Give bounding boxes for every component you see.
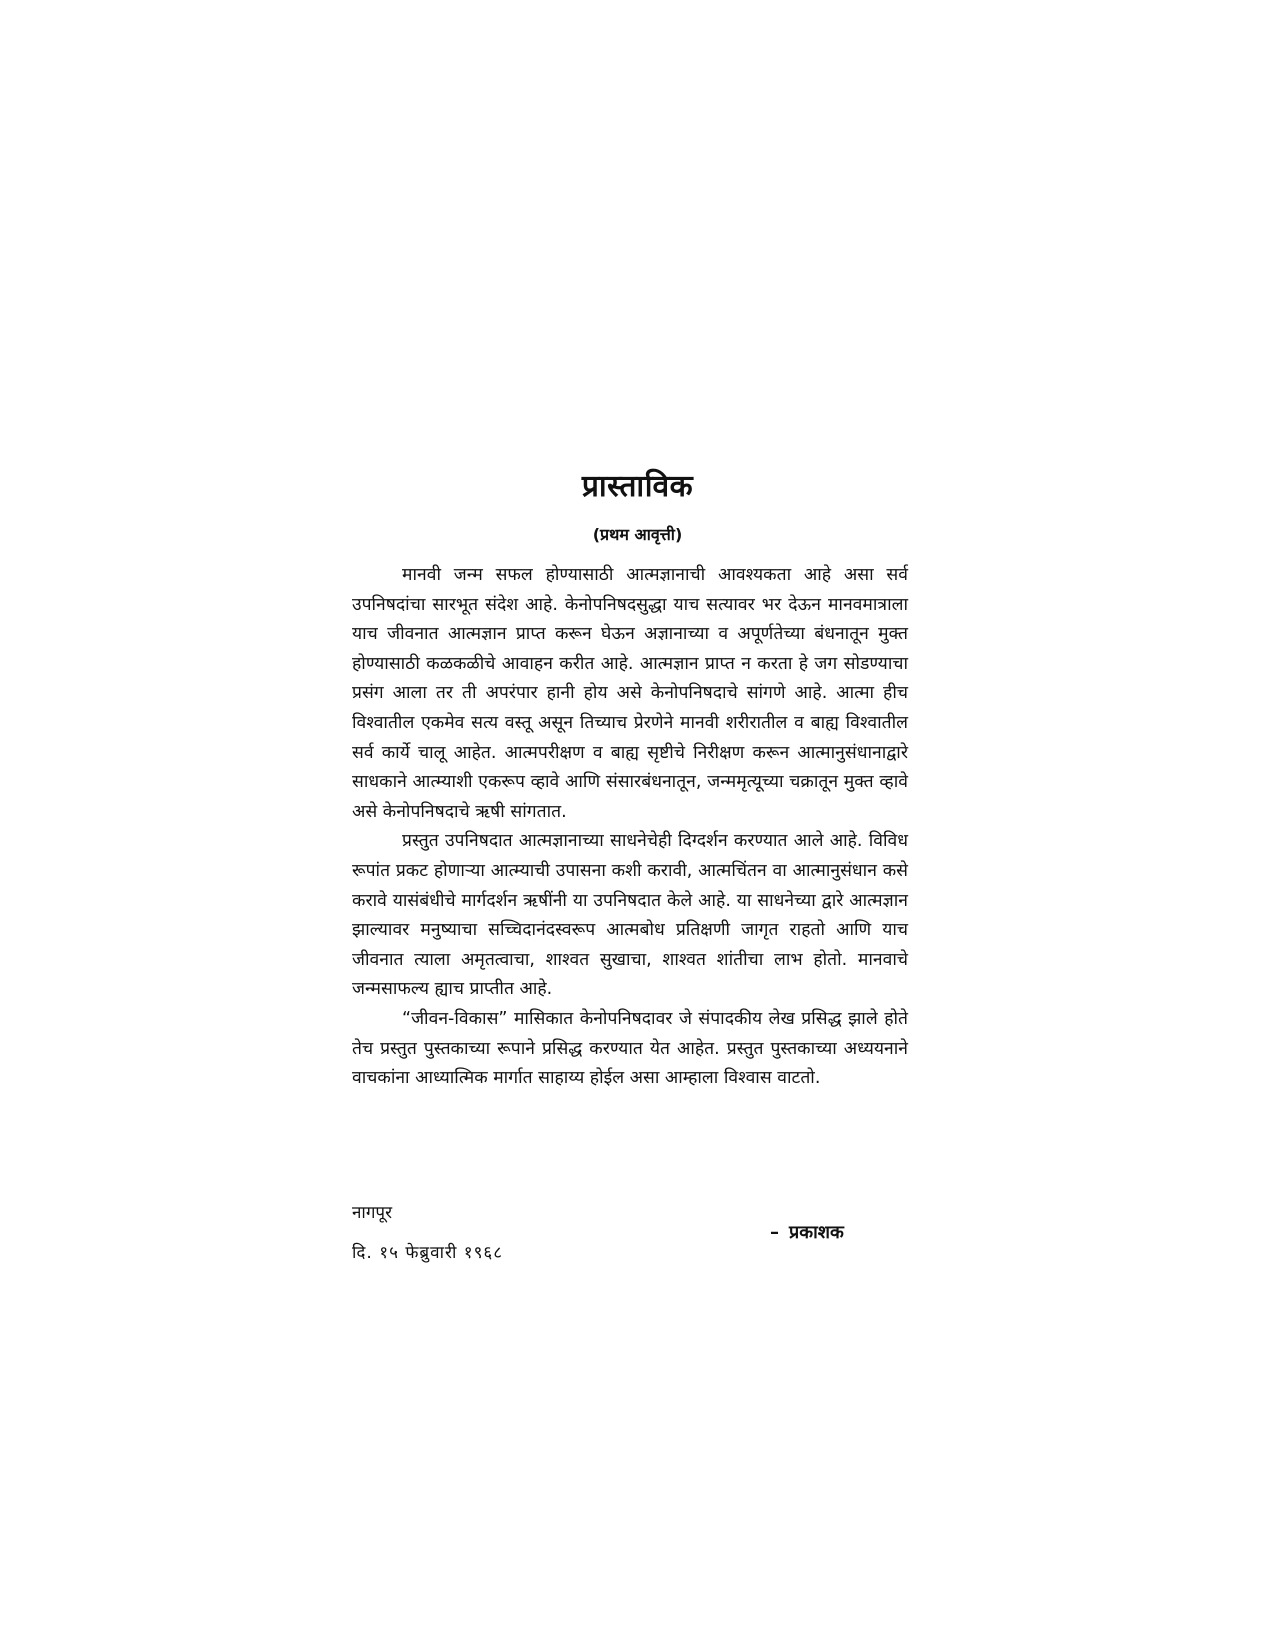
- page-subtitle: (प्रथम आवृत्ती): [592, 525, 683, 544]
- place-line: नागपूर: [352, 1203, 393, 1223]
- date-line: दि. १५ फेब्रुवारी १९६८: [352, 1243, 504, 1263]
- paragraph: प्रस्तुत उपनिषदात आत्मज्ञानाच्या साधनेचेही दिग्दर्शन करण्यात आले आहे. विविध रूपांत प्रकट होणाऱ्या आत्म्याची उपासना कशी करावी, आत्मचिंतन वा आत्मानुसंधान कसे करावे यासंबंधीचे मार्गदर्शन ऋषींनी या उपनिषदात केले आहे. या साधनेच्या द्वारे आत्मज्ञान झाल्यावर मनुष्याचा सच्चिदानंदस्वरूप आत्मबोध प्रतिक्षणी जागृत राहतो आणि याच जीवनात त्याला अमृतत्वाचा, शाश्वत सुखाचा, शाश्वत शांतीचा लाभ होतो. मानवाचे जन्मसाफल्य ह्याच प्राप्तीत आहे.: [352, 831, 908, 1000]
- page-title: प्रास्ताविक: [581, 469, 694, 504]
- preface-body: [352, 561, 908, 1094]
- signature-dash: –: [770, 1222, 779, 1243]
- publisher-signature: [770, 1220, 844, 1244]
- paragraph: “जीवन-विकास” मासिकात केनोपनिषदावर जे संपादकीय लेख प्रसिद्ध झाले होते तेच प्रस्तुत पुस्तकाच्या रूपाने प्रसिद्ध करण्यात येत आहेत. प्रस्तुत पुस्तकाच्या अध्ययनाने वाचकांना आध्यात्मिक मार्गात साहाय्य होईल असा आम्हाला विश्वास वाटतो.: [352, 1008, 908, 1089]
- paragraph: मानवी जन्म सफल होण्यासाठी आत्मज्ञानाची आवश्यकता आहे असा सर्व उपनिषदांचा सारभूत संदेश आहे. केनोपनिषदसुद्धा याच सत्यावर भर देऊन मानवमात्राला याच जीवनात आत्मज्ञान प्राप्त करून घेऊन अज्ञानाच्या व अपूर्णतेच्या बंधनातून मुक्त होण्यासाठी कळकळीचे आवाहन करीत आहे. आत्मज्ञान प्राप्त न करता हे जग सोडण्याचा प्रसंग आला तर ती अपरंपार हानी होय असे केनोपनिषदाचे सांगणे आहे. आत्मा हीच विश्वातील एकमेव सत्य वस्तू असून तिच्याच प्रेरणेने मानवी शरीरातील व बाह्य विश्वातील सर्व कार्ये चालू आहेत. आत्मपरीक्षण व बाह्य सृष्टीचे निरीक्षण करून आत्मानुसंधानाद्वारे साधकाने आत्म्याशी एकरूप व्हावे आणि संसारबंधनातून, जन्ममृत्यूच्या चक्रातून मुक्त व्हावे असे केनोपनिषदाचे ऋषी सांगतात.: [352, 565, 908, 822]
- signature-text: प्रकाशक: [789, 1222, 844, 1243]
